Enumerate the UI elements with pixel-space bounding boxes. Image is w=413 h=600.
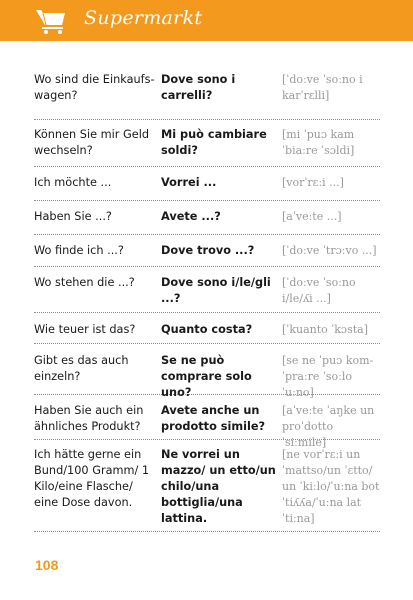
page-number: 108 <box>35 557 59 573</box>
phrase-row <box>34 235 380 267</box>
italian-phrase: Ne vorrei un mazzo/ un etto/un chilo/una bottiglia/una lattina. <box>161 448 276 525</box>
phrase-row <box>34 167 380 201</box>
phrase-row <box>34 201 380 235</box>
pronunciation: [ne vorˈrɛːi un ˈmattso/un ˈɛtto/ un ˈkiːlo/ˈuːna botˈtiʎʎa/ˈuːna latˈtiːna] <box>282 448 380 525</box>
german-phrase: Wo sind die Einkaufswagen? <box>34 73 155 102</box>
italian-phrase: Vorrei ... <box>161 176 217 189</box>
pronunciation: [aˈveːte ...] <box>282 210 342 223</box>
phrase-row <box>34 120 380 167</box>
italian-phrase: Dove trovo ...? <box>161 244 255 257</box>
phrase-row <box>34 344 380 399</box>
shopping-cart-icon <box>34 6 68 34</box>
pronunciation: [ˈdoːve ˈtrɔːvo ...] <box>282 244 377 257</box>
german-phrase: Können Sie mir Geld wechseln? <box>34 128 150 157</box>
pronunciation: [ˈkuanto ˈkɔsta] <box>282 323 369 336</box>
italian-phrase: Avete ...? <box>161 210 221 223</box>
pronunciation: [aˈveːte ˈaŋke un proˈdotto ˈsiːmile] <box>282 404 375 449</box>
chapter-header <box>0 0 413 41</box>
italian-phrase: Se ne può comprare solo uno? <box>161 354 252 399</box>
german-phrase: Haben Sie auch ein ähnliches Produkt? <box>34 404 144 433</box>
phrase-row <box>34 313 380 344</box>
italian-phrase: Avete anche un prodotto simile? <box>161 404 266 433</box>
pronunciation: [ˈdoːve ˈsoːno i/le/ʎi ...] <box>282 276 356 305</box>
german-phrase: Wie teuer ist das? <box>34 323 136 336</box>
italian-phrase: Mi può cambiare soldi? <box>161 128 267 157</box>
phrase-row <box>34 267 380 313</box>
pronunciation: [se ne ˈpuɔ komˈpraːre ˈsoːlo ˈuːno] <box>282 354 374 399</box>
german-phrase: Wo finde ich ...? <box>34 244 124 257</box>
pronunciation: [vorˈrɛːi ...] <box>282 176 344 189</box>
chapter-title: Supermarkt <box>84 7 203 29</box>
phrase-table <box>34 72 380 532</box>
italian-phrase: Dove sono i/le/gli ...? <box>161 276 271 305</box>
italian-phrase: Quanto costa? <box>161 323 253 336</box>
phrase-row <box>34 440 380 532</box>
german-phrase: Ich möchte ... <box>34 176 112 189</box>
german-phrase: Gibt es das auch einzeln? <box>34 354 129 383</box>
phrase-row <box>34 72 380 120</box>
german-phrase: Ich hätte gerne ein Bund/100 Gramm/ 1 Kilo/eine Flasche/ eine Dose davon. <box>34 448 150 509</box>
pronunciation: [ˈdoːve ˈsoːno i karˈrɛlli] <box>282 73 363 102</box>
german-phrase: Haben Sie ...? <box>34 210 112 223</box>
phrase-row <box>34 395 380 449</box>
german-phrase: Wo stehen die ...? <box>34 276 135 289</box>
italian-phrase: Dove sono i carrelli? <box>161 73 236 102</box>
pronunciation: [mi ˈpuɔ kamˈbiaːre ˈsɔldi] <box>282 128 355 157</box>
